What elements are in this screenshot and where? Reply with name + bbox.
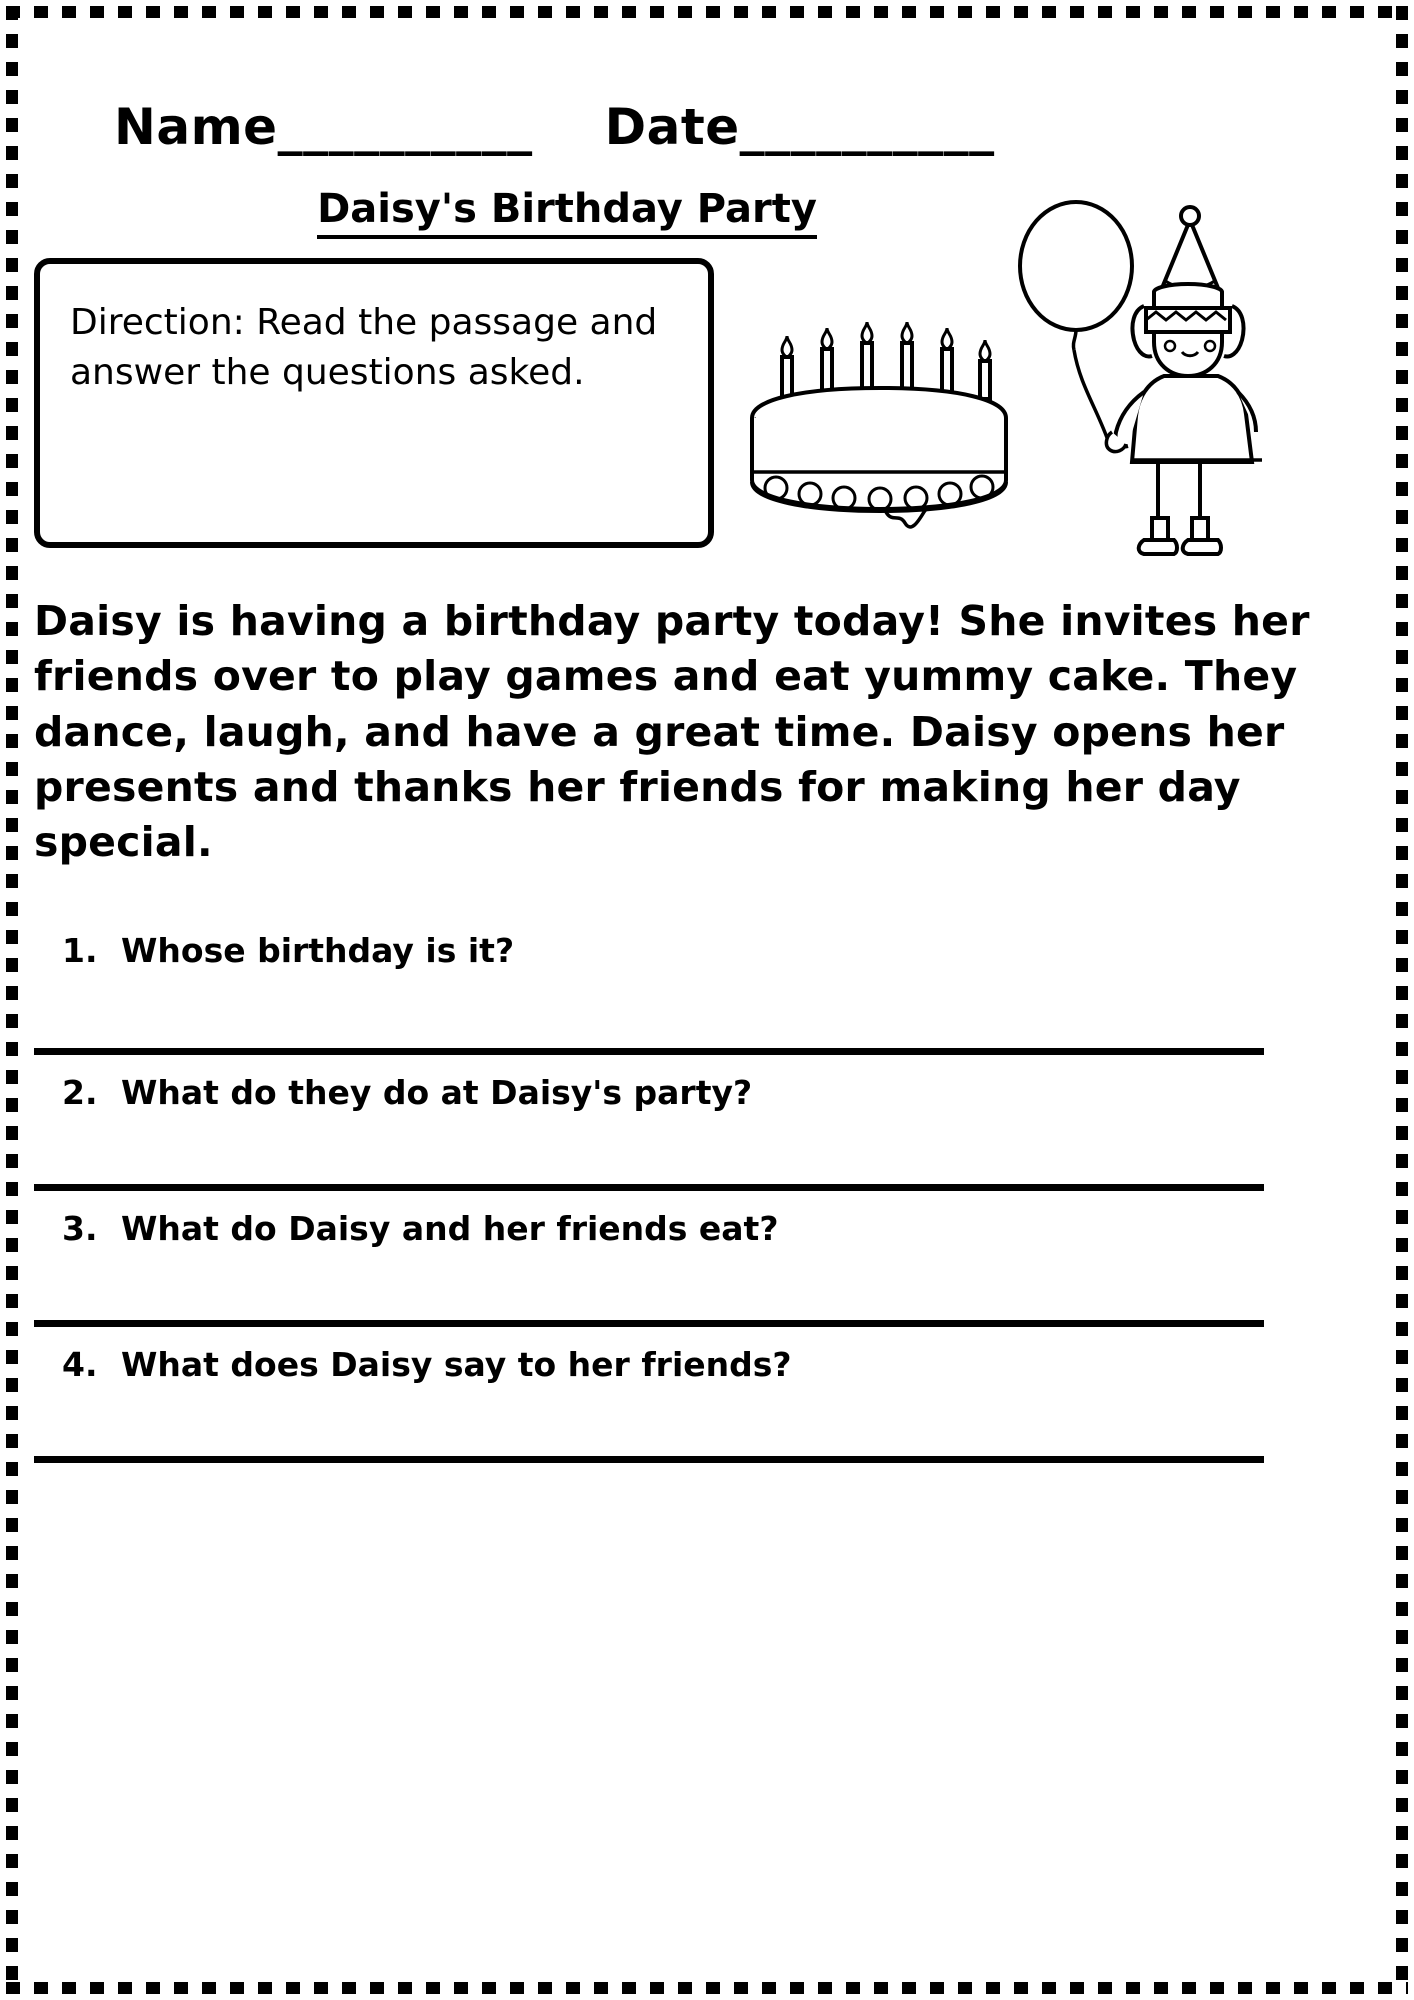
page-border-top <box>6 6 1408 18</box>
birthday-cake-icon <box>734 306 1024 540</box>
question-2-text <box>34 1055 1380 1112</box>
question-4-number: 4. <box>62 1344 98 1384</box>
question-item <box>34 1055 1380 1191</box>
page-title-text: Daisy's Birthday Party <box>317 186 817 239</box>
question-1-number: 1. <box>62 930 98 970</box>
reading-passage: Daisy is having a birthday party today! She invites her friends over to play games and eat yummy cake. They dance, laugh, and have a great time. Daisy opens her presents and thanks her friends for making her day special. <box>34 597 1310 867</box>
date-field-label[interactable]: Date__________ <box>604 98 995 156</box>
answer-line-4[interactable] <box>34 1456 1264 1463</box>
page-border-bottom <box>6 1982 1408 1994</box>
answer-line-2[interactable] <box>34 1184 1264 1191</box>
worksheet-content <box>34 30 1380 1970</box>
student-info-row <box>34 98 1380 156</box>
question-1-text <box>34 913 1380 970</box>
illustration-zone <box>714 258 1380 578</box>
question-4-text <box>34 1327 1380 1384</box>
question-3-text <box>34 1191 1380 1248</box>
page-border-left <box>6 6 18 1994</box>
direction-text: Direction: Read the passage and answer the questions asked. <box>70 302 658 393</box>
name-field-label[interactable]: Name__________ <box>114 98 533 156</box>
question-2-label: What do they do at Daisy's party? <box>121 1072 753 1112</box>
answer-line-1[interactable] <box>34 1048 1264 1055</box>
direction-box <box>34 258 714 548</box>
question-1-label: Whose birthday is it? <box>121 930 515 970</box>
question-item <box>34 913 1380 1055</box>
page-border-right <box>1396 6 1408 1994</box>
question-4-label: What does Daisy say to her friends? <box>121 1344 792 1384</box>
question-3-label: What do Daisy and her friends eat? <box>121 1208 779 1248</box>
question-3-number: 3. <box>62 1208 98 1248</box>
question-2-number: 2. <box>62 1072 98 1112</box>
question-item <box>34 1191 1380 1327</box>
questions-list <box>34 913 1380 1463</box>
answer-line-3[interactable] <box>34 1320 1264 1327</box>
direction-and-art-row <box>34 258 1380 578</box>
question-item <box>34 1327 1380 1463</box>
girl-with-balloon-icon <box>994 196 1294 600</box>
